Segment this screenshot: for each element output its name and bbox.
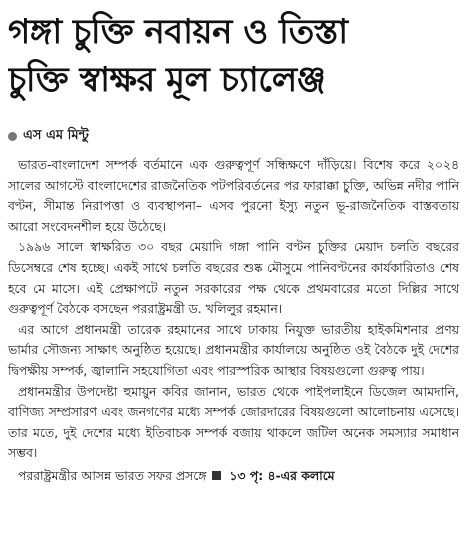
byline-bullet-icon — [8, 132, 17, 141]
paragraph-2: ১৯৯৬ সালে স্বাক্ষরিত ৩০ বছর মেয়াদি গঙ্গা পানি বণ্টন চুক্তির মেয়াদ চলতি বছরের ডিসেম্বরে শেষ হচ্ছে। একই সাথে চলতি বছরের শুষ্ক মৌসুমে পানিবণ্টনের কার্যকারিতাও শেষ হবে মে মাসে। এই প্রেক্ষাপটে নতুন সরকারের পক্ষ থেকে প্রথমবারের মতো দিল্লির সাথে গুরুত্বপূর্ণ বৈঠকে বসছেন পররাষ্ট্রমন্ত্রী ড. খলিলুর রহমান। — [8, 239, 459, 317]
square-bullet-icon — [212, 471, 221, 480]
paragraph-4: প্রধানমন্ত্রীর উপদেষ্টা হুমায়ুন কবির জানান, ভারত থেকে পাইপলাইনে ডিজেল আমদানি, বাণিজ্য সম্প্রসারণ এবং জনগণের মধ্যে সম্পর্ক জোরদারের বিষয়গুলো আলোচনায় এসেছে। তার মতে, দুই দেশের মধ্যে ইতিবাচক সম্পর্ক বজায় থাকলে জটিল অনেক সমস্যার সমাধান সম্ভব। — [8, 383, 459, 461]
headline-line-1: গঙ্গা চুক্তি নবায়ন ও তিস্তা — [8, 12, 348, 52]
paragraph-3: এর আগে প্রধানমন্ত্রী তারেক রহমানের সাথে ঢাকায় নিযুক্ত ভারতীয় হাইকমিশনার প্রণয় ভার্মার সৌজন্য সাক্ষাৎ অনুষ্ঠিত হয়েছে। প্রধানমন্ত্রীর কার্যালয়ে অনুষ্ঠিত ওই বৈঠকে দুই দেশের দ্বিপক্ষীয় সম্পর্ক, জ্বালানি সহযোগিতা এবং পারস্পরিক আস্থার বিষয়গুলো গুরুত্ব পায়। — [8, 321, 459, 378]
author-name: এস এম মিন্টু — [23, 128, 89, 143]
headline-line-2: চুক্তি স্বাক্ষর মূল চ্যালেঞ্জ — [8, 60, 326, 100]
continuation-line — [8, 466, 459, 486]
byline — [8, 126, 459, 147]
continuation-text: পররাষ্ট্রমন্ত্রীর আসন্ন ভারত সফর প্রসঙ্গে — [18, 467, 207, 483]
jump-reference: ১৩ পৃ: ৪-এর কলামে — [229, 467, 335, 483]
article-body — [8, 155, 459, 464]
paragraph-1: ভারত-বাংলাদেশ সম্পর্ক বর্তমানে এক গুরুত্বপূর্ণ সন্ধিক্ষণে দাঁড়িয়ে। বিশেষ করে ২০২৪ সালের আগস্টে বাংলাদেশের রাজনৈতিক পটপরিবর্তনের পর ফারাক্কা চুক্তি, অভিন্ন নদীর পানি বণ্টন, সীমান্ত নিরাপত্তা ও ব্যবস্থাপনা– এসব পুরনো ইস্যু নতুন ভূ-রাজনৈতিক বাস্তবতায় আরো সংবেদনশীল হয়ে উঠেছে। — [8, 157, 459, 234]
